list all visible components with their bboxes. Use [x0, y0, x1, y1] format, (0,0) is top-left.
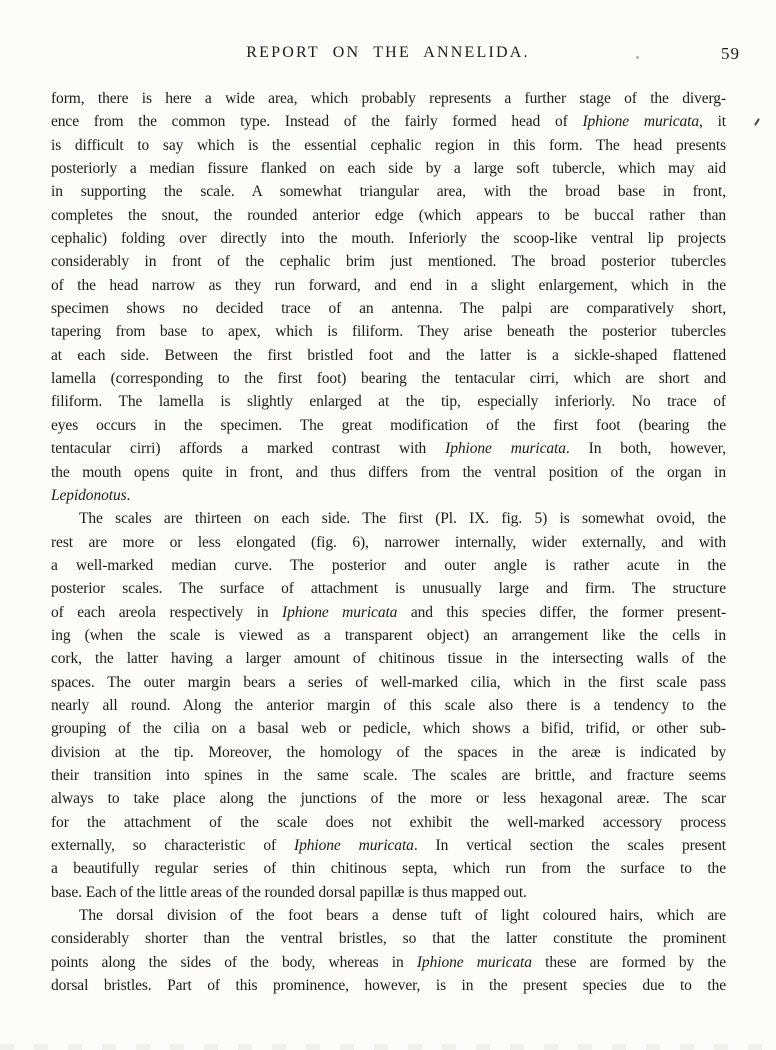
text-segment: of the head narrow as they run forward, and end in a slight enlargement, which in the [51, 276, 726, 294]
text-line [51, 881, 726, 904]
text-segment: is difficult to say which is the essential cephalic region in this form. The head presents [51, 136, 726, 154]
text-line [51, 857, 726, 880]
text-line [51, 507, 726, 530]
text-segment: cork, the latter having a larger amount of chitinous tissue in the intersecting walls of the [51, 650, 726, 668]
text-line [51, 274, 726, 297]
text-line [51, 834, 726, 857]
scan-dot-artifact [636, 56, 639, 59]
text-line [51, 414, 726, 437]
text-segment: nearly all round. Along the anterior margin of this scale also there is a tendency to the [51, 696, 726, 714]
text-segment: a beautifully regular series of thin chitinous septa, which run from the surface to the [51, 860, 726, 878]
text-segment: their transition into spines in the same scale. The scales are brittle, and fracture seems [51, 766, 726, 784]
text-line [51, 227, 726, 250]
paragraph [51, 87, 726, 507]
text-segment: posterior scales. The surface of attachment is unusually large and firm. The structure [51, 580, 726, 598]
text-line [51, 927, 726, 950]
text-line [51, 320, 726, 343]
text-segment: always to take place along the junctions of the more or less hexagonal areæ. The scar [51, 790, 726, 808]
text-segment: The scales are thirteen on each side. The first (Pl. IX. fig. 5) is somewhat ovoid, the [79, 510, 726, 528]
text-line [51, 624, 726, 647]
text-line [51, 531, 726, 554]
text-segment: . In both, however, [565, 440, 727, 458]
text-segment: completes the snout, the rounded anterior edge (which appears to be buccal rather than [51, 206, 726, 224]
text-line [51, 344, 726, 367]
text-segment: ence from the common type. Instead of the fairly formed head of [51, 113, 583, 131]
running-head-title: REPORT ON THE ANNELIDA. [246, 44, 530, 61]
text-segment: in supporting the scale. A somewhat triangular area, with the broad base in front, [51, 183, 726, 201]
text-line [51, 390, 726, 413]
text-line [51, 437, 726, 460]
text-line [51, 134, 726, 157]
text-line [51, 87, 726, 110]
text-segment: , it [699, 113, 726, 131]
scan-noise-artifact [0, 1044, 776, 1050]
text-line [51, 110, 726, 133]
text-line [51, 180, 726, 203]
text-segment: posteriorly a median fissure flanked on each side by a large soft tubercle, which may aid [51, 160, 726, 178]
text-line [51, 367, 726, 390]
species-name-italic: Lepidonotus [51, 486, 127, 504]
text-segment: considerably shorter than the ventral bristles, so that the latter constitute the prominent [51, 930, 726, 948]
paragraph [51, 904, 726, 997]
text-line [51, 811, 726, 834]
text-line [51, 204, 726, 227]
text-line [51, 787, 726, 810]
text-segment: base. Each of the little areas of the rounded dorsal papillæ is thus mapped out. [51, 883, 527, 901]
text-segment: . [126, 486, 131, 504]
text-line [51, 601, 726, 624]
text-segment: lamella (corresponding to the first foot) bearing the tentacular cirri, which are short and [51, 370, 726, 388]
text-segment: these are formed by the [531, 953, 726, 971]
text-segment: ing (when the scale is viewed as a transparent object) an arrangement like the cells in [51, 626, 726, 644]
text-segment: The dorsal division of the foot bears a dense tuft of light coloured hairs, which are [79, 907, 726, 925]
text-segment: points along the sides of the body, whereas in [51, 953, 417, 971]
text-line [51, 741, 726, 764]
species-name-italic: Iphione muricata [294, 837, 414, 854]
text-segment: eyes occurs in the specimen. The great modification of the first foot (bearing the [51, 416, 726, 434]
text-line [51, 554, 726, 577]
text-segment: for the attachment of the scale does not exhibit the well-marked accessory process [51, 813, 726, 831]
text-segment: the mouth opens quite in front, and thus differs from the ventral position of the organ in [51, 463, 726, 481]
page-header [0, 44, 776, 66]
page-body [51, 87, 726, 997]
species-name-italic: Iphione muricata [416, 953, 532, 971]
text-segment: . In vertical section the scales present [413, 837, 727, 854]
text-line [51, 250, 726, 273]
paragraph [51, 507, 726, 904]
text-segment: dorsal bristles. Part of this prominence, however, is in the present species due to the [51, 977, 726, 995]
text-segment: and this species differ, the former present- [397, 603, 727, 621]
text-line [51, 717, 726, 740]
text-line [51, 764, 726, 787]
text-segment: filiform. The lamella is slightly enlarged at the tip, especially inferiorly. No trace of [51, 393, 726, 411]
text-line [51, 461, 726, 484]
page-number: 59 [721, 44, 740, 63]
text-segment: tentacular cirri) affords a marked contrast with [51, 440, 446, 458]
text-segment: grouping of the cilia on a basal web or pedicle, which shows a bifid, trifid, or other sub- [51, 720, 726, 738]
text-line [51, 297, 726, 320]
text-line [51, 904, 726, 927]
text-segment: division at the tip. Moreover, the homology of the spaces in the areæ is indicated by [51, 743, 726, 761]
text-segment: considerably in front of the cephalic brim just mentioned. The broad posterior tubercles [51, 253, 726, 271]
text-segment: a well-marked median curve. The posterior and outer angle is rather acute in the [51, 556, 726, 574]
text-segment: rest are more or less elongated (fig. 6), narrower internally, wider externally, and with [51, 533, 726, 551]
text-line [51, 484, 726, 507]
text-segment: form, there is here a wide area, which probably represents a further stage of the diverg- [51, 90, 726, 107]
text-line [51, 694, 726, 717]
text-segment: cephalic) folding over directly into the mouth. Inferiorly the scoop-like ventral lip projects [51, 230, 726, 248]
species-name-italic: Iphione muricata [445, 440, 566, 458]
species-name-italic: Iphione muricata [282, 603, 398, 621]
text-segment: specimen shows no decided trace of an antenna. The palpi are comparatively short, [51, 300, 726, 318]
text-segment: at each side. Between the first bristled foot and the latter is a sickle-shaped flattened [51, 346, 726, 364]
text-line [51, 974, 726, 997]
scan-mark-artifact [754, 118, 760, 126]
text-line [51, 577, 726, 600]
text-line [51, 647, 726, 670]
text-segment: spaces. The outer margin bears a series of well-marked cilia, which in the first scale pass [51, 673, 726, 691]
text-segment: externally, so characteristic of [51, 837, 295, 854]
text-segment: of each areola respectively in [51, 603, 283, 621]
text-line [51, 157, 726, 180]
species-name-italic: Iphione muricata [582, 113, 700, 131]
text-line [51, 671, 726, 694]
text-segment: tapering from base to apex, which is filiform. They arise beneath the posterior tubercles [51, 323, 726, 341]
text-line [51, 951, 726, 974]
